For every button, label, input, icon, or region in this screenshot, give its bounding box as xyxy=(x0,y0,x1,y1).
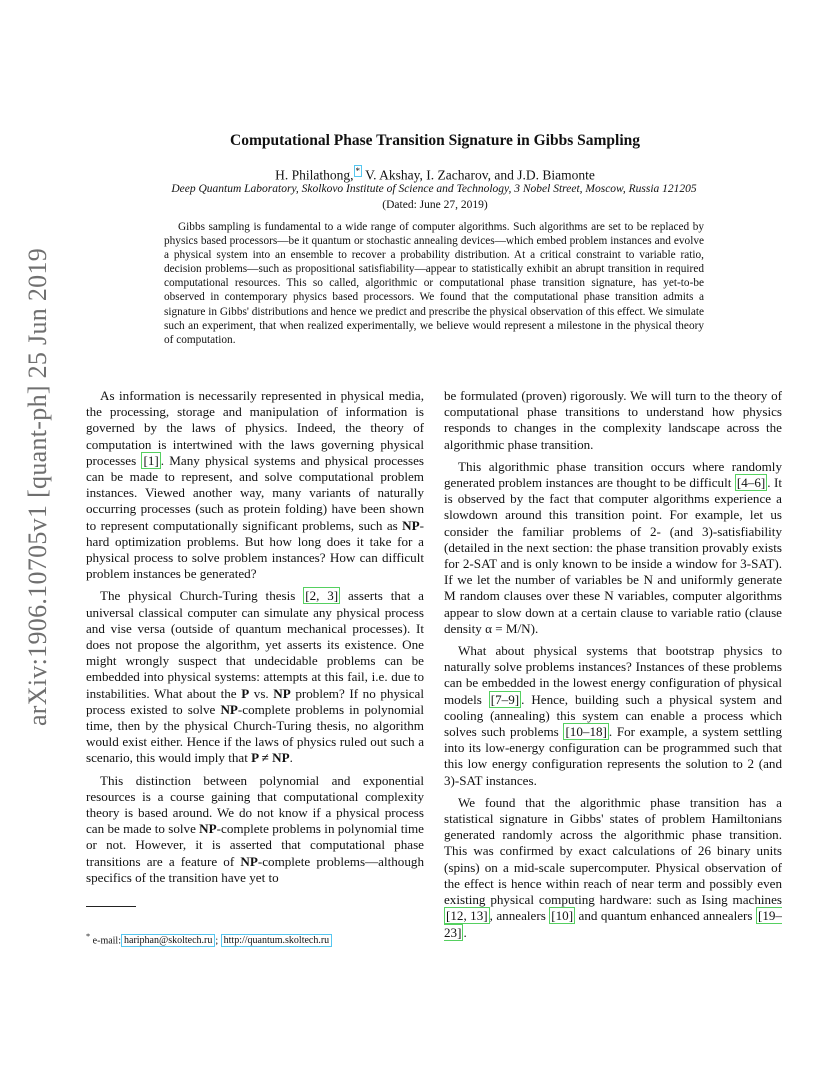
affiliation: Deep Quantum Laboratory, Skolkovo Institute of Science and Technology, 3 Nobel Street, Moscow, Russia 121205 xyxy=(171,183,697,195)
author-footnote-link[interactable]: * xyxy=(355,166,361,176)
citation-link[interactable]: [1] xyxy=(143,452,159,468)
citation-link[interactable]: [12, 13] xyxy=(446,908,488,924)
footnote-divider xyxy=(86,906,136,907)
footnote: * e-mail: hariphan@skoltech.ru ; http://quantum.skoltech.ru xyxy=(86,932,426,946)
arxiv-identifier-text: arXiv:1906.10705v1 [quant-ph] 25 Jun 2019 xyxy=(23,247,52,727)
right-column xyxy=(444,388,782,947)
abstract: Gibbs sampling is fundamental to a wide range of computer algorithms. Such algorithms are set to be replaced by physics based processors—be it quantum or stochastic annealing devices—which embed problem instances and evolve a physical system into an ensemble to recover a probability distribution. At a critical constraint to variable ratio, decision problems—such as propositional satisfiability—appear to statistically exhibit an abrupt transition in required computational resources. This so called, algorithmic or computational phase transition signature, has yet-to-be observed in contemporary physics based processors. We found that the computational phase transition admits a signature in Gibbs' distributions and hence we predict and prescribe the physical observation of this effect. We simulate such an experiment, that when realized experimentally, we believe would represent a milestone in the physical theory of computation. xyxy=(164,221,704,346)
website-link[interactable]: http://quantum.skoltech.ru xyxy=(221,934,333,947)
paragraph: What about physical systems that bootstrap physics to naturally solve problems instances? Instances of these problems can be embedded in the lowest energy configuration of physical models [7–9] . Hence, building such a physical system and cooling (annealing) this system can enable a process which solves such problems [10–18] . For example, a system settling into its low-energy configuration can be programmed such that this low energy configuration represents the solution to 2 (and 3)-SAT instances. xyxy=(444,643,782,788)
paragraph: This distinction between polynomial and exponential resources is a course gaining that computational complexity theory is based around. We do not know if a physical process can be made to solve NP-complete problems in polynomial time or not. However, it is asserted that computational phase transitions are a feature of NP-complete problems—although specifics of the transition have yet to xyxy=(86,772,424,885)
paragraph: be formulated (proven) rigorously. We will turn to the theory of computational phase transitions to understand how physics responds to changes in the complexity landscape across the algorithmic phase transition. xyxy=(444,388,782,452)
author-first: H. Philathong, xyxy=(275,167,354,183)
paragraph: We found that the algorithmic phase transition has a statistical signature in Gibbs' states of problem Hamiltonians generated randomly across the algorithmic phase transition. This was confirmed by exact calculations of 26 binary units (spins) on a mid-scale supercomputer. Physical observation of the effect is hence within reach of near term and possibly even existing physical computing hardware: such as Ising machines [12, 13] , annealers [10] and quantum enhanced annealers [19–23] . xyxy=(444,794,782,940)
citation-link[interactable]: [10–18] xyxy=(565,724,607,740)
citation-link[interactable]: [19–23] xyxy=(444,908,782,940)
left-column xyxy=(86,388,424,892)
citation-link[interactable]: [7–9] xyxy=(490,691,520,707)
paragraph: As information is necessarily represented in physical media, the processing, storage and manipulation of information is governed by the laws of physics. Indeed, the theory of computation is intertwined with the laws governing physical processes [1] . Many physical systems and physical processes can be made to represent, and solve computational problem instances. Viewed another way, many variants of naturally occurring processes (such as protein folding) have been shown to represent computationally significant problems, such as NP-hard optimization problems. But how long does it take for a physical process to solve problem instances? How can difficult problem instances be generated? xyxy=(86,388,425,582)
author-rest: V. Akshay, I. Zacharov, and J.D. Biamonte xyxy=(362,167,595,183)
citation-link[interactable]: [2, 3] xyxy=(305,588,339,604)
citation-link[interactable]: [10] xyxy=(551,908,574,924)
paper-title: Computational Phase Transition Signature in Gibbs Sampling xyxy=(230,132,640,149)
date-line: (Dated: June 27, 2019) xyxy=(382,199,488,211)
email-link[interactable]: hariphan@skoltech.ru xyxy=(121,934,215,947)
paragraph: This algorithmic phase transition occurs where randomly generated problem instances are thought to be difficult [4–6] . It is observed by the fact that computer algorithms experience a slowdown around this transition point. For example, let us consider the familiar problems of 2- (and 3)-satisfiability (detailed in the next section: the phase transition provably exists for 2-SAT and is only known to be inside a window for 3-SAT). If we let the number of variables be N and uniformly generate M random clauses over these N variables, computer algorithms appear to slow down at a certain clause to variable ratio (clause density α = M/N). xyxy=(444,458,783,636)
arxiv-identifier xyxy=(18,247,58,727)
author-list xyxy=(130,166,740,184)
citation-link[interactable]: [4–6] xyxy=(736,475,766,491)
paragraph: The physical Church-Turing thesis [2, 3] asserts that a universal classical computer can simulate any physical process and vise versa (outside of quantum mechanical processes). It does not propose the algorithm, yet asserts its existence. One might wrongly suspect that undecidable problems can be embedded into physical systems: attempts at this fail, i.e. due to instabilities. What about the P vs. NP problem? If no physical process existed to solve NP-complete problems in polynomial time, then by the physical Church-Turing thesis, no algorithm would exist either. Hence if the laws of physics ruled out such a scenario, this would imply that P ≠ NP. xyxy=(86,588,424,766)
